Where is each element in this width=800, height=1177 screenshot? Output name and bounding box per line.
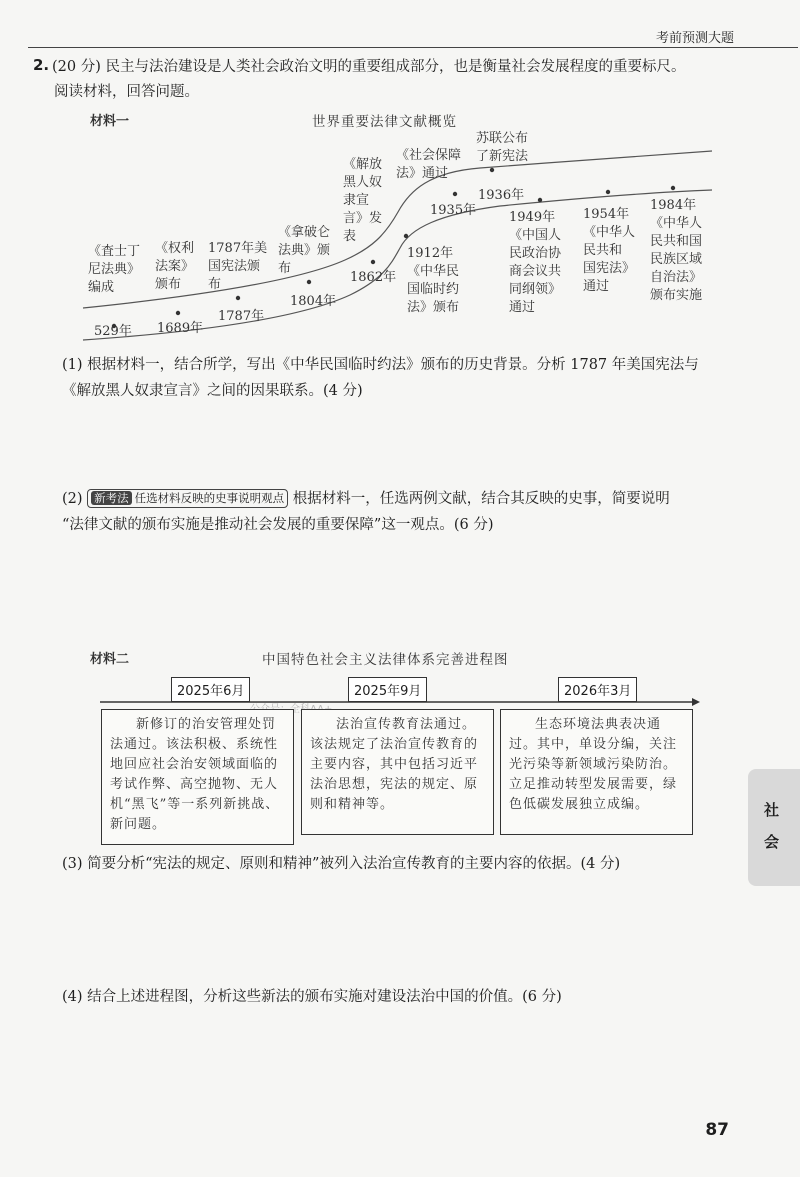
sub-question-4: (4) 结合上述进程图，分析这些新法的颁布实施对建设法治中国的价值。(6 分): [62, 989, 562, 1005]
event-1689-year: 1689年: [157, 321, 204, 336]
event-1804-year: 1804年: [290, 294, 337, 309]
timeline-dot-1935: [453, 192, 457, 196]
event-1954-text: 1954年 《中华人 民共和 国宪法》 通过: [583, 207, 636, 294]
event-1862-year: 1862年: [350, 270, 397, 285]
event-1935-text: 《社会保障 法》通过: [396, 148, 462, 181]
new-method-badge: 新考法 任选材料反映的史事说明观点: [87, 489, 288, 508]
stage-3-card: 生态环境法典表决通过。其中，单设分编，关注光污染等新领域污染防治。立足推动转型发展需要，绿色低碳发展独立成编。: [500, 709, 693, 835]
timeline-dot-1936: [490, 168, 494, 172]
event-1862-text: 《解放 黑人奴 隶宣 言》发 表: [343, 157, 383, 244]
event-1936-text: 苏联公布 了新宪法: [476, 131, 529, 164]
event-529-year: 529年: [94, 324, 132, 339]
timeline-dot-1954: [606, 190, 610, 194]
stage-2-card: 法治宣传教育法通过。该法规定了法治宣传教育的主要内容，其中包括习近平法治思想，宪法的规定、原则和精神等。: [301, 709, 494, 835]
question-intro-line2: 阅读材料，回答问题。: [54, 84, 199, 100]
event-1787-year: 1787年: [218, 309, 265, 324]
timeline-dot-1787: [236, 296, 240, 300]
stage-2-date: 2025年9月: [348, 677, 427, 702]
timeline-dot-1689: [176, 311, 180, 315]
subject-side-tab: 社 会: [748, 769, 800, 886]
page-number: 87: [705, 1120, 729, 1140]
event-1936-year: 1936年: [478, 188, 525, 203]
question-number: 2.: [33, 56, 50, 74]
material2-label: 材料二: [90, 652, 130, 667]
sub-question-2: (2) 新考法 任选材料反映的史事说明观点 根据材料一，任选两例文献，结合其反映的史事，简要说明 “法律文献的颁布实施是推动社会发展的重要保障”这一观点。(6 分): [62, 491, 670, 533]
stage-1-date: 2025年6月: [171, 677, 250, 702]
question-intro-line1: (20 分) 民主与法治建设是人类社会政治文明的重要组成部分，也是衡量社会发展程度的重要标尺。: [52, 59, 686, 75]
header-title: 考前预测大题: [655, 31, 734, 46]
material1-label: 材料一: [90, 114, 130, 129]
event-1804-text: 《拿破仑 法典》颁 布: [278, 225, 331, 276]
sub-question-1: (1) 根据材料一，结合所学，写出《中华民国临时约法》颁布的历史背景。分析 1787 年美国宪法与 《解放黑人奴隶宣言》之间的因果联系。(4 分): [62, 357, 699, 399]
event-1787-text: 1787年美 国宪法颁 布: [208, 241, 268, 292]
sub-question-3: (3) 简要分析“宪法的规定、原则和精神”被列入法治宣传教育的主要内容的依据。(4 分): [62, 856, 621, 872]
material2-title: 中国特色社会主义法律体系完善进程图: [262, 652, 509, 668]
timeline-dot-1912: [404, 234, 408, 238]
timeline-dot-1949: [538, 198, 542, 202]
event-1912-text: 1912年 《中华民 国临时约 法》颁布: [407, 246, 460, 315]
timeline-dot-1804: [307, 280, 311, 284]
event-529-text: 《査士丁 尼法典》 编成: [88, 244, 141, 295]
timeline-dot-1862: [371, 260, 375, 264]
stage-3-date: 2026年3月: [558, 677, 637, 702]
event-1689-text: 《权利 法案》 颁布: [155, 241, 195, 292]
timeline-dot-1984: [671, 186, 675, 190]
event-1935-year: 1935年: [430, 203, 477, 218]
stage-1-card: 新修订的治安管理处罚法通过。该法积极、系统性地回应社会治安领域面临的考试作弊、高空抛物、无人机“黑飞”等一系列新挑战、新问题。: [101, 709, 294, 845]
material1-title: 世界重要法律文献概览: [312, 114, 457, 130]
event-1949-text: 1949年 《中国人 民政治协 商会议共 同纲领》 通过: [509, 210, 562, 315]
event-1984-text: 1984年 《中华人 民共和国 民族区域 自治法》 颁布实施: [650, 198, 703, 303]
